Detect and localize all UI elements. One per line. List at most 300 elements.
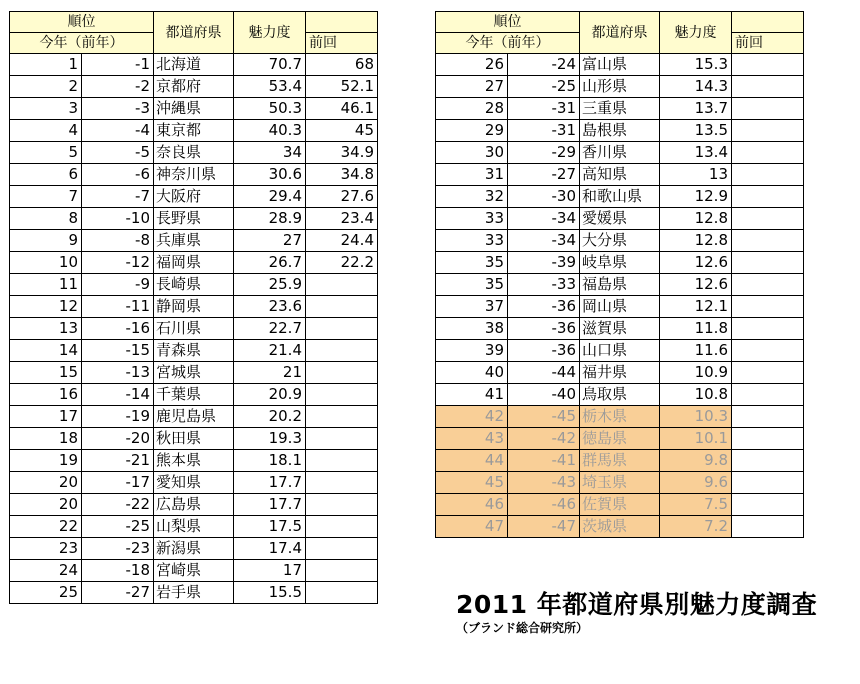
table-row <box>10 98 378 120</box>
score-cell: 40.3 <box>234 120 306 142</box>
score-cell: 12.9 <box>660 186 732 208</box>
change-cell: -9 <box>82 274 154 296</box>
prefecture-cell: 富山県 <box>580 54 660 76</box>
previous-header-top <box>306 12 378 33</box>
change-cell: -44 <box>508 362 580 384</box>
rank-cell: 35 <box>436 274 508 296</box>
change-cell: -4 <box>82 120 154 142</box>
prefecture-cell: 福岡県 <box>154 252 234 274</box>
rank-cell: 3 <box>10 98 82 120</box>
prefecture-cell: 長崎県 <box>154 274 234 296</box>
table-row <box>10 252 378 274</box>
previous-header: 前回 <box>732 33 804 54</box>
previous-cell <box>732 516 804 538</box>
score-cell: 13.7 <box>660 98 732 120</box>
score-cell: 17.7 <box>234 472 306 494</box>
previous-cell <box>732 406 804 428</box>
caption <box>456 590 817 636</box>
rank-cell: 8 <box>10 208 82 230</box>
prefecture-cell: 鳥取県 <box>580 384 660 406</box>
table-row <box>436 362 804 384</box>
prefecture-cell: 鹿児島県 <box>154 406 234 428</box>
rank-cell: 14 <box>10 340 82 362</box>
prefecture-cell: 愛知県 <box>154 472 234 494</box>
change-cell: -17 <box>82 472 154 494</box>
prefecture-cell: 栃木県 <box>580 406 660 428</box>
prefecture-cell: 青森県 <box>154 340 234 362</box>
rank-cell: 16 <box>10 384 82 406</box>
ranking-table-right <box>435 11 804 538</box>
prefecture-cell: 京都府 <box>154 76 234 98</box>
prefecture-cell: 三重県 <box>580 98 660 120</box>
previous-cell <box>306 560 378 582</box>
score-cell: 15.3 <box>660 54 732 76</box>
rank-cell: 5 <box>10 142 82 164</box>
score-cell: 17.5 <box>234 516 306 538</box>
table-row <box>10 362 378 384</box>
table-row <box>10 230 378 252</box>
change-cell: -36 <box>508 296 580 318</box>
change-cell: -19 <box>82 406 154 428</box>
previous-cell <box>732 164 804 186</box>
previous-cell <box>732 384 804 406</box>
score-cell: 29.4 <box>234 186 306 208</box>
change-cell: -29 <box>508 142 580 164</box>
previous-cell: 24.4 <box>306 230 378 252</box>
header-row <box>10 12 378 33</box>
change-cell: -8 <box>82 230 154 252</box>
change-cell: -36 <box>508 340 580 362</box>
rank-cell: 6 <box>10 164 82 186</box>
table-row <box>10 406 378 428</box>
prefecture-cell: 大分県 <box>580 230 660 252</box>
prefecture-cell: 静岡県 <box>154 296 234 318</box>
prefecture-cell: 滋賀県 <box>580 318 660 340</box>
table-row <box>10 384 378 406</box>
prefecture-cell: 秋田県 <box>154 428 234 450</box>
change-cell: -5 <box>82 142 154 164</box>
score-cell: 21 <box>234 362 306 384</box>
rank-cell: 32 <box>436 186 508 208</box>
rank-cell: 15 <box>10 362 82 384</box>
change-cell: -46 <box>508 494 580 516</box>
score-header: 魅力度 <box>660 12 732 54</box>
score-cell: 20.2 <box>234 406 306 428</box>
score-cell: 9.8 <box>660 450 732 472</box>
table-row <box>436 406 804 428</box>
prefecture-cell: 東京都 <box>154 120 234 142</box>
rank-cell: 23 <box>10 538 82 560</box>
previous-cell <box>732 230 804 252</box>
prefecture-cell: 北海道 <box>154 54 234 76</box>
previous-cell: 27.6 <box>306 186 378 208</box>
score-cell: 7.2 <box>660 516 732 538</box>
rank-cell: 18 <box>10 428 82 450</box>
table-row <box>436 428 804 450</box>
previous-header: 前回 <box>306 33 378 54</box>
score-cell: 11.8 <box>660 318 732 340</box>
rank-cell: 20 <box>10 494 82 516</box>
previous-cell <box>306 538 378 560</box>
change-cell: -27 <box>82 582 154 604</box>
header-row <box>436 12 804 33</box>
table-row <box>436 494 804 516</box>
previous-cell <box>732 54 804 76</box>
table-row <box>10 76 378 98</box>
prefecture-cell: 長野県 <box>154 208 234 230</box>
prefecture-header: 都道府県 <box>580 12 660 54</box>
prefecture-cell: 佐賀県 <box>580 494 660 516</box>
table-row <box>436 472 804 494</box>
prefecture-cell: 群馬県 <box>580 450 660 472</box>
previous-cell <box>732 428 804 450</box>
prefecture-cell: 高知県 <box>580 164 660 186</box>
previous-cell <box>306 450 378 472</box>
change-cell: -12 <box>82 252 154 274</box>
table-row <box>10 516 378 538</box>
score-cell: 23.6 <box>234 296 306 318</box>
previous-cell: 34.8 <box>306 164 378 186</box>
change-cell: -30 <box>508 186 580 208</box>
change-cell: -21 <box>82 450 154 472</box>
score-cell: 21.4 <box>234 340 306 362</box>
change-cell: -15 <box>82 340 154 362</box>
score-cell: 70.7 <box>234 54 306 76</box>
rank-cell: 44 <box>436 450 508 472</box>
rank-cell: 30 <box>436 142 508 164</box>
previous-cell <box>732 450 804 472</box>
previous-cell <box>732 208 804 230</box>
prefecture-cell: 岐阜県 <box>580 252 660 274</box>
rank-cell: 37 <box>436 296 508 318</box>
prefecture-cell: 奈良県 <box>154 142 234 164</box>
prefecture-cell: 山形県 <box>580 76 660 98</box>
table-row <box>10 450 378 472</box>
rank-cell: 46 <box>436 494 508 516</box>
table-row <box>436 54 804 76</box>
previous-cell <box>306 472 378 494</box>
prefecture-cell: 広島県 <box>154 494 234 516</box>
score-cell: 15.5 <box>234 582 306 604</box>
score-cell: 13.4 <box>660 142 732 164</box>
prefecture-cell: 宮崎県 <box>154 560 234 582</box>
previous-cell <box>306 582 378 604</box>
change-cell: -18 <box>82 560 154 582</box>
prefecture-cell: 山口県 <box>580 340 660 362</box>
score-cell: 19.3 <box>234 428 306 450</box>
rank-cell: 2 <box>10 76 82 98</box>
change-cell: -7 <box>82 186 154 208</box>
change-cell: -43 <box>508 472 580 494</box>
change-cell: -33 <box>508 274 580 296</box>
previous-cell <box>306 406 378 428</box>
score-cell: 26.7 <box>234 252 306 274</box>
score-cell: 11.6 <box>660 340 732 362</box>
rank-cell: 31 <box>436 164 508 186</box>
rank-cell: 24 <box>10 560 82 582</box>
table-row <box>436 296 804 318</box>
score-cell: 17 <box>234 560 306 582</box>
table-row <box>436 98 804 120</box>
table-row <box>10 186 378 208</box>
change-cell: -2 <box>82 76 154 98</box>
rank-cell: 17 <box>10 406 82 428</box>
rank-cell: 4 <box>10 120 82 142</box>
rank-cell: 35 <box>436 252 508 274</box>
score-cell: 10.1 <box>660 428 732 450</box>
change-cell: -41 <box>508 450 580 472</box>
change-cell: -45 <box>508 406 580 428</box>
table-row <box>436 384 804 406</box>
score-cell: 12.6 <box>660 274 732 296</box>
score-cell: 17.4 <box>234 538 306 560</box>
score-cell: 14.3 <box>660 76 732 98</box>
rank-cell: 45 <box>436 472 508 494</box>
previous-cell <box>306 274 378 296</box>
rank-cell: 28 <box>436 98 508 120</box>
prefecture-header: 都道府県 <box>154 12 234 54</box>
score-cell: 50.3 <box>234 98 306 120</box>
previous-cell <box>732 76 804 98</box>
change-cell: -22 <box>82 494 154 516</box>
rank-cell: 41 <box>436 384 508 406</box>
prefecture-cell: 愛媛県 <box>580 208 660 230</box>
previous-cell <box>732 98 804 120</box>
table-row <box>436 142 804 164</box>
score-cell: 53.4 <box>234 76 306 98</box>
previous-cell <box>732 494 804 516</box>
previous-cell: 34.9 <box>306 142 378 164</box>
rank-cell: 33 <box>436 208 508 230</box>
rank-header: 順位 <box>436 12 580 33</box>
change-cell: -24 <box>508 54 580 76</box>
rank-cell: 19 <box>10 450 82 472</box>
table-row <box>10 560 378 582</box>
rank-subheader: 今年（前年） <box>436 33 580 54</box>
previous-cell: 68 <box>306 54 378 76</box>
score-cell: 22.7 <box>234 318 306 340</box>
prefecture-cell: 岡山県 <box>580 296 660 318</box>
change-cell: -1 <box>82 54 154 76</box>
prefecture-cell: 徳島県 <box>580 428 660 450</box>
table-row <box>10 340 378 362</box>
ranking-table-left-body <box>10 12 378 604</box>
previous-cell <box>732 274 804 296</box>
table-row <box>436 208 804 230</box>
previous-cell: 23.4 <box>306 208 378 230</box>
table-row <box>436 318 804 340</box>
table-row <box>436 340 804 362</box>
rank-cell: 25 <box>10 582 82 604</box>
rank-cell: 39 <box>436 340 508 362</box>
change-cell: -42 <box>508 428 580 450</box>
previous-cell <box>306 340 378 362</box>
score-cell: 12.8 <box>660 208 732 230</box>
table-row <box>10 318 378 340</box>
rank-cell: 27 <box>436 76 508 98</box>
rank-header: 順位 <box>10 12 154 33</box>
change-cell: -40 <box>508 384 580 406</box>
table-row <box>436 164 804 186</box>
previous-cell <box>306 516 378 538</box>
survey-source: （ブランド総合研究所） <box>456 621 589 635</box>
score-header: 魅力度 <box>234 12 306 54</box>
table-row <box>10 164 378 186</box>
prefecture-cell: 島根県 <box>580 120 660 142</box>
prefecture-cell: 福井県 <box>580 362 660 384</box>
rank-cell: 20 <box>10 472 82 494</box>
prefecture-cell: 神奈川県 <box>154 164 234 186</box>
survey-title: 2011 年都道府県別魅力度調査 <box>456 590 818 619</box>
rank-cell: 26 <box>436 54 508 76</box>
rank-cell: 11 <box>10 274 82 296</box>
prefecture-cell: 沖縄県 <box>154 98 234 120</box>
table-row <box>10 428 378 450</box>
previous-cell <box>306 428 378 450</box>
ranking-table-right-body <box>436 12 804 538</box>
rank-subheader: 今年（前年） <box>10 33 154 54</box>
prefecture-cell: 福島県 <box>580 274 660 296</box>
previous-cell <box>732 296 804 318</box>
change-cell: -10 <box>82 208 154 230</box>
change-cell: -6 <box>82 164 154 186</box>
table-row <box>10 120 378 142</box>
previous-cell <box>732 120 804 142</box>
rank-cell: 22 <box>10 516 82 538</box>
change-cell: -14 <box>82 384 154 406</box>
score-cell: 10.9 <box>660 362 732 384</box>
prefecture-cell: 埼玉県 <box>580 472 660 494</box>
rank-cell: 13 <box>10 318 82 340</box>
score-cell: 10.8 <box>660 384 732 406</box>
rank-cell: 7 <box>10 186 82 208</box>
rank-cell: 38 <box>436 318 508 340</box>
table-row <box>10 582 378 604</box>
table-row <box>10 208 378 230</box>
score-cell: 18.1 <box>234 450 306 472</box>
rank-cell: 12 <box>10 296 82 318</box>
score-cell: 34 <box>234 142 306 164</box>
change-cell: -34 <box>508 208 580 230</box>
prefecture-cell: 和歌山県 <box>580 186 660 208</box>
table-row <box>436 450 804 472</box>
table-row <box>436 252 804 274</box>
score-cell: 12.6 <box>660 252 732 274</box>
prefecture-cell: 熊本県 <box>154 450 234 472</box>
previous-header-top <box>732 12 804 33</box>
table-row <box>10 296 378 318</box>
change-cell: -3 <box>82 98 154 120</box>
previous-cell: 45 <box>306 120 378 142</box>
previous-cell <box>306 494 378 516</box>
previous-cell <box>732 318 804 340</box>
prefecture-cell: 新潟県 <box>154 538 234 560</box>
score-cell: 13 <box>660 164 732 186</box>
previous-cell <box>732 252 804 274</box>
previous-cell <box>306 384 378 406</box>
prefecture-cell: 大阪府 <box>154 186 234 208</box>
prefecture-cell: 岩手県 <box>154 582 234 604</box>
table-row <box>10 472 378 494</box>
score-cell: 27 <box>234 230 306 252</box>
prefecture-cell: 山梨県 <box>154 516 234 538</box>
previous-cell: 52.1 <box>306 76 378 98</box>
change-cell: -25 <box>508 76 580 98</box>
score-cell: 7.5 <box>660 494 732 516</box>
score-cell: 10.3 <box>660 406 732 428</box>
rank-cell: 42 <box>436 406 508 428</box>
previous-cell <box>732 340 804 362</box>
score-cell: 17.7 <box>234 494 306 516</box>
prefecture-cell: 香川県 <box>580 142 660 164</box>
rank-cell: 43 <box>436 428 508 450</box>
table-row <box>436 516 804 538</box>
change-cell: -47 <box>508 516 580 538</box>
change-cell: -16 <box>82 318 154 340</box>
previous-cell: 22.2 <box>306 252 378 274</box>
score-cell: 13.5 <box>660 120 732 142</box>
change-cell: -13 <box>82 362 154 384</box>
score-cell: 12.1 <box>660 296 732 318</box>
rank-cell: 33 <box>436 230 508 252</box>
score-cell: 20.9 <box>234 384 306 406</box>
change-cell: -20 <box>82 428 154 450</box>
score-cell: 30.6 <box>234 164 306 186</box>
change-cell: -39 <box>508 252 580 274</box>
prefecture-cell: 千葉県 <box>154 384 234 406</box>
rank-cell: 9 <box>10 230 82 252</box>
score-cell: 12.8 <box>660 230 732 252</box>
rank-cell: 40 <box>436 362 508 384</box>
previous-cell <box>732 472 804 494</box>
change-cell: -36 <box>508 318 580 340</box>
previous-cell <box>732 142 804 164</box>
prefecture-cell: 宮城県 <box>154 362 234 384</box>
change-cell: -27 <box>508 164 580 186</box>
table-row <box>10 54 378 76</box>
prefecture-cell: 兵庫県 <box>154 230 234 252</box>
rank-cell: 47 <box>436 516 508 538</box>
previous-cell <box>732 362 804 384</box>
rank-cell: 10 <box>10 252 82 274</box>
table-row <box>436 230 804 252</box>
change-cell: -25 <box>82 516 154 538</box>
rank-cell: 1 <box>10 54 82 76</box>
prefecture-cell: 茨城県 <box>580 516 660 538</box>
previous-cell: 46.1 <box>306 98 378 120</box>
table-row <box>10 538 378 560</box>
previous-cell <box>306 362 378 384</box>
table-row <box>10 142 378 164</box>
previous-cell <box>306 296 378 318</box>
score-cell: 28.9 <box>234 208 306 230</box>
table-row <box>436 76 804 98</box>
change-cell: -11 <box>82 296 154 318</box>
table-row <box>436 186 804 208</box>
change-cell: -34 <box>508 230 580 252</box>
previous-cell <box>306 318 378 340</box>
ranking-table-left <box>9 11 378 604</box>
prefecture-cell: 石川県 <box>154 318 234 340</box>
change-cell: -31 <box>508 98 580 120</box>
rank-cell: 29 <box>436 120 508 142</box>
table-row <box>10 494 378 516</box>
score-cell: 25.9 <box>234 274 306 296</box>
table-row <box>436 120 804 142</box>
previous-cell <box>732 186 804 208</box>
table-row <box>436 274 804 296</box>
change-cell: -23 <box>82 538 154 560</box>
